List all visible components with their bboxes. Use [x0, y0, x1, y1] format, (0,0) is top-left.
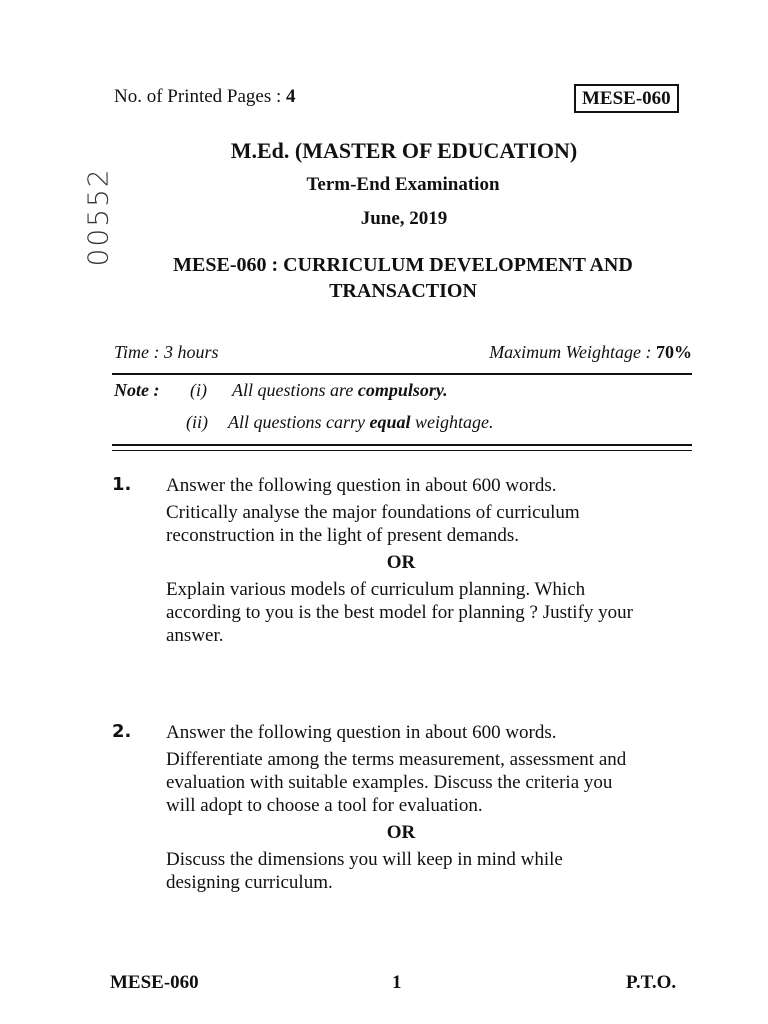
or-separator: OR	[386, 552, 416, 573]
question-part-b: Explain various models of curriculum planning. Which according to you is the best model for planning ? Justify your answer.	[166, 579, 633, 646]
serial-number: 00552	[81, 167, 115, 267]
max-weightage-value: 70%	[656, 342, 692, 362]
divider	[112, 373, 692, 375]
course-title: MESE-060 : CURRICULUM DEVELOPMENT AND TRANSACTION	[173, 254, 633, 302]
footer-page-number: 1	[392, 972, 402, 993]
or-separator: OR	[386, 822, 416, 843]
footer-paper-code: MESE-060	[110, 972, 199, 993]
printed-pages-label: No. of Printed Pages :	[114, 86, 287, 107]
max-weightage	[489, 342, 692, 363]
note-item-text: All questions are	[232, 380, 358, 400]
question-number: 1.	[112, 474, 132, 495]
question-part-a: Differentiate among the terms measurement, assessment and evaluation with suitable examples. Discuss the criteria you will adopt to choose a tool for evaluation.	[166, 749, 627, 816]
note-item-text: All questions carry	[228, 412, 370, 432]
exam-type: Term-End Examination	[306, 174, 500, 195]
divider	[112, 450, 692, 451]
question-number: 2.	[112, 721, 132, 742]
divider	[112, 444, 692, 446]
note-item-emphasis: compulsory.	[357, 380, 448, 400]
note-item-number: (i)	[190, 380, 207, 400]
question-part-b: Discuss the dimensions you will keep in mind while designing curriculum.	[166, 849, 563, 893]
printed-pages-line	[114, 86, 296, 108]
question-instruction: Answer the following question in about 600 words.	[166, 722, 557, 743]
footer-pto: P.T.O.	[626, 972, 677, 993]
question-2	[166, 721, 636, 898]
question-part-a: Critically analyse the major foundations of curriculum reconstruction in the light of present demands.	[166, 502, 580, 546]
time-allowed: Time : 3 hours	[114, 342, 219, 362]
note-item-number: (ii)	[186, 412, 208, 432]
time-weightage-row	[114, 342, 692, 363]
printed-pages-count: 4	[286, 86, 296, 107]
question-1	[166, 474, 636, 651]
note-item-text-end: weightage.	[410, 412, 494, 432]
note-item	[190, 380, 448, 401]
exam-date: June, 2019	[360, 208, 448, 229]
note-label: Note :	[114, 380, 160, 400]
max-weightage-label: Maximum Weightage :	[489, 342, 656, 362]
degree-title: M.Ed. (MASTER OF EDUCATION)	[230, 138, 578, 163]
note-item	[186, 412, 494, 433]
paper-code-box: MESE-060	[574, 84, 679, 113]
note-item-emphasis: equal	[369, 412, 411, 432]
question-instruction: Answer the following question in about 600 words.	[166, 475, 557, 496]
